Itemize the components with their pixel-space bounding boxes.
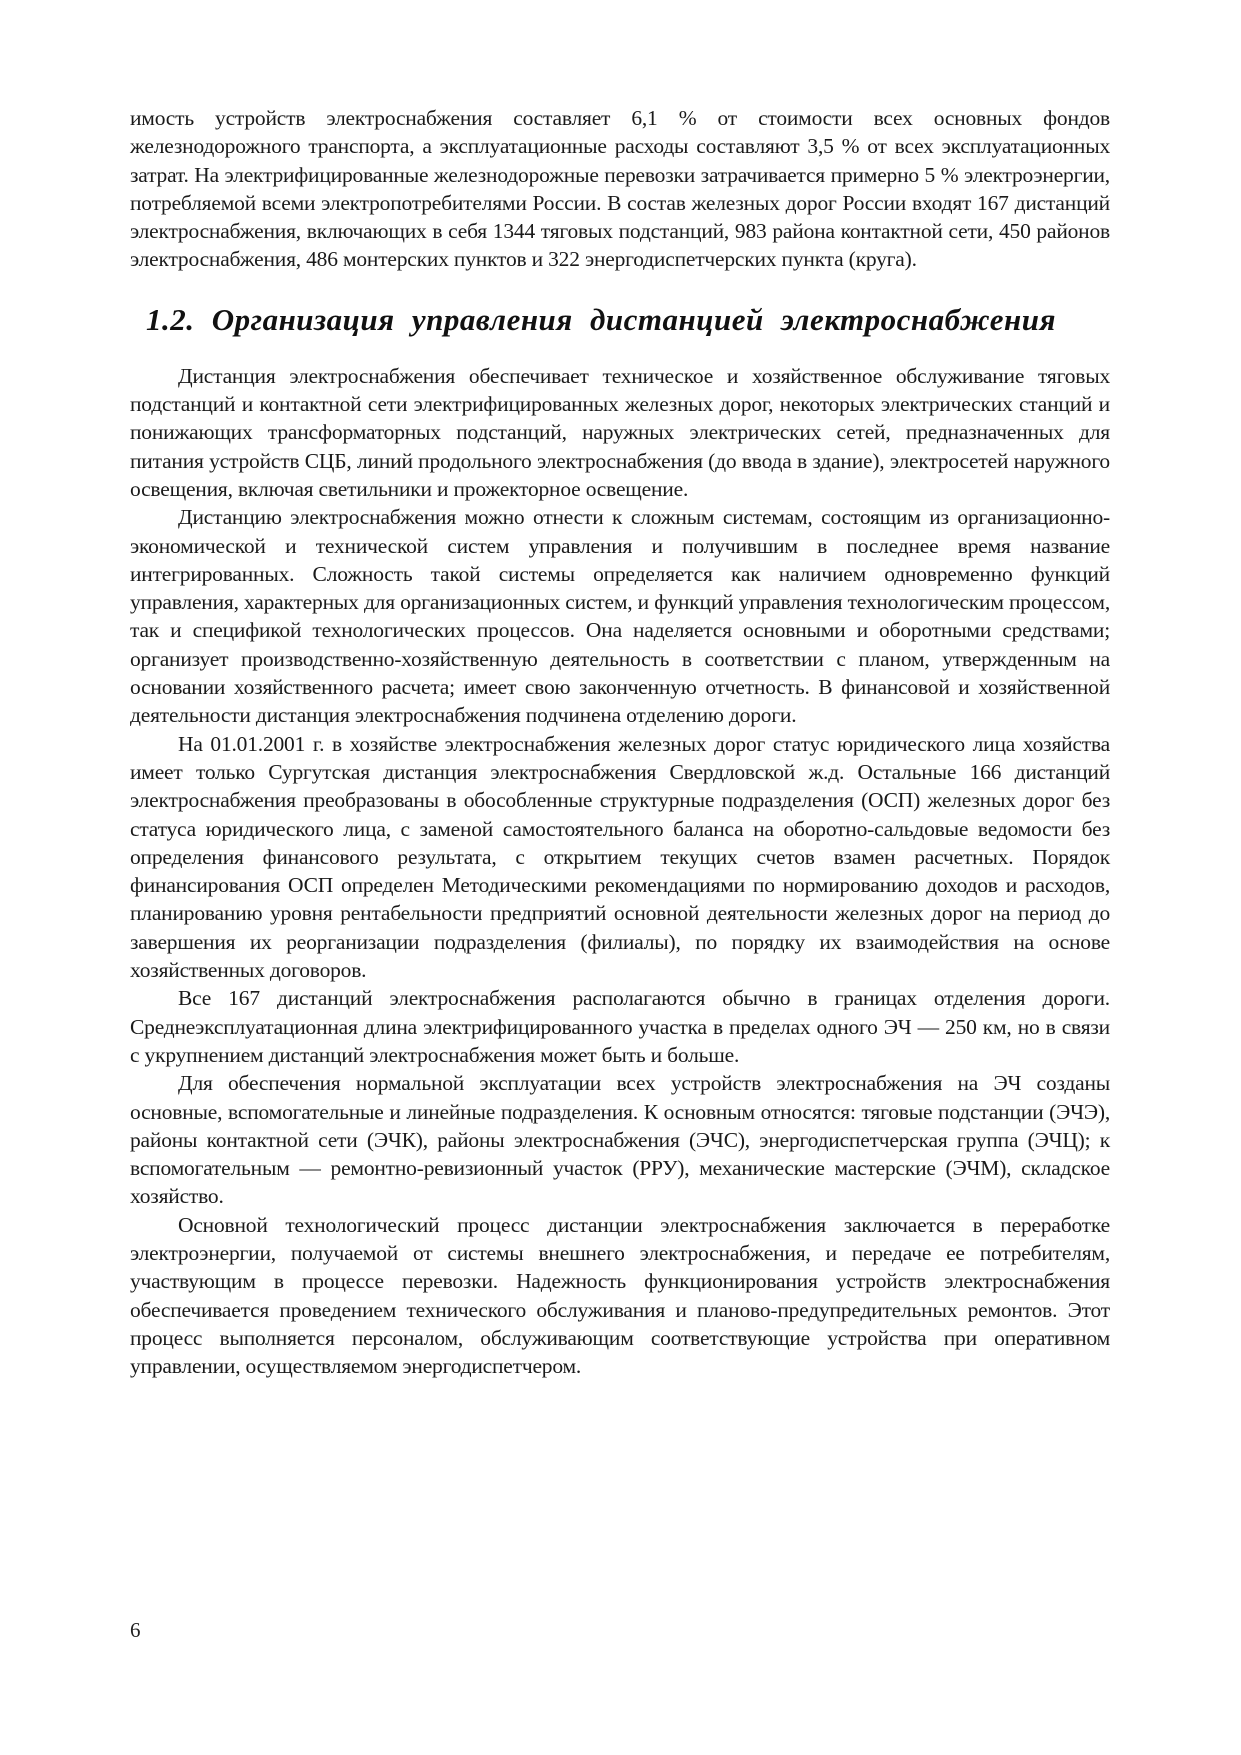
paragraph-5: Для обеспечения нормальной эксплуатации всех устройств электроснабжения на ЭЧ созданы основные, вспомогательные и линейные подразделения. К основным относятся: тяговые подстанции (ЭЧЭ), районы контактной сети (ЭЧК), районы электроснабжения (ЭЧС), энергодиспетчерская группа (ЭЧЦ); к вспомогательным — ремонтно-ревизионный участок (РРУ), механические мастерские (ЭЧМ), складское хозяйство.	[130, 1071, 1110, 1209]
paragraph-3: На 01.01.2001 г. в хозяйстве электроснабжения железных дорог статус юридического лица хозяйства имеет только Сургутская дистанция электроснабжения Свердловской ж.д. Остальные 166 дистанций электроснабжения преобразованы в обособленные структурные подразделения (ОСП) железных дорог без статуса юридического лица, с заменой самостоятельного баланса на оборотно-сальдовые ведомости без определения финансового результата, с открытием текущих счетов взамен расчетных. Порядок финансирования ОСП определен Методическими рекомендациями по нормированию доходов и расходов, планированию уровня рентабельности предприятий основной деятельности железных дорог на период до завершения их реорганизации подразделения (филиалы), по порядку их взаимодействия на основе хозяйственных договоров.	[130, 731, 1110, 983]
intro-paragraph: имость устройств электроснабжения составляет 6,1 % от стоимости всех основных фондов железнодорожного транспорта, а эксплуатационные расходы составляют 3,5 % от всех эксплуатационных затрат. На электрифицированные железнодорожные перевозки затрачивается примерно 5 % электроэнергии, потребляемой всеми электропотребителями России. В состав железных дорог России входят 167 дистанций электроснабжения, включающих в себя 1344 тяговых подстанций, 983 района контактной сети, 450 районов электроснабжения, 486 монтерских пунктов и 322 энергодиспетчерских пункта (круга).	[130, 106, 1110, 272]
section-heading: 1.2. Организация управления дистанцией электроснабжения	[146, 301, 1056, 337]
paragraph-6: Основной технологический процесс дистанции электроснабжения заключается в переработке электроэнергии, получаемой от системы внешнего электроснабжения, и передаче ее потребителям, участвующим в процессе перевозки. Надежность функционирования устройств электроснабжения обеспечивается проведением технического обслуживания и планово-предупредительных ремонтов. Этот процесс выполняется персоналом, обслуживающим соответствующие устройства при оперативном управлении, осуществляемом энергодиспетчером.	[130, 1212, 1110, 1379]
page-number: 6	[130, 1618, 141, 1642]
paragraph-4: Все 167 дистанций электроснабжения располагаются обычно в границах отделения дороги. Среднеэксплуатационная длина электрифицированного участка в пределах одного ЭЧ — 250 км, но в связи с укрупнением дистанций электроснабжения может быть и больше.	[130, 986, 1110, 1067]
paragraph-1: Дистанция электроснабжения обеспечивает техническое и хозяйственное обслуживание тяговых подстанций и контактной сети электрифицированных железных дорог, некоторых электрических станций и понижающих трансформаторных подстанций, наружных электрических сетей, предназначенных для питания устройств СЦБ, линий продольного электроснабжения (до ввода в здание), электросетей наружного освещения, включая светильники и прожекторное освещение.	[130, 363, 1110, 501]
paragraph-2: Дистанцию электроснабжения можно отнести к сложным системам, состоящим из организационно-экономической и технической систем управления и получившим в последнее время название интегрированных. Сложность такой системы определяется как наличием одновременно функций управления, характерных для организационных систем, и функций управления технологическим процессом, так и спецификой технологических процессов. Она наделяется основными и оборотными средствами; организует производственно-хозяйственную деятельность в соответствии с планом, утвержденным на основании хозяйственного расчета; имеет свою законченную отчетность. В финансовой и хозяйственной деятельности дистанция электроснабжения подчинена отделению дороги.	[130, 505, 1110, 728]
page-body	[130, 104, 1110, 1380]
